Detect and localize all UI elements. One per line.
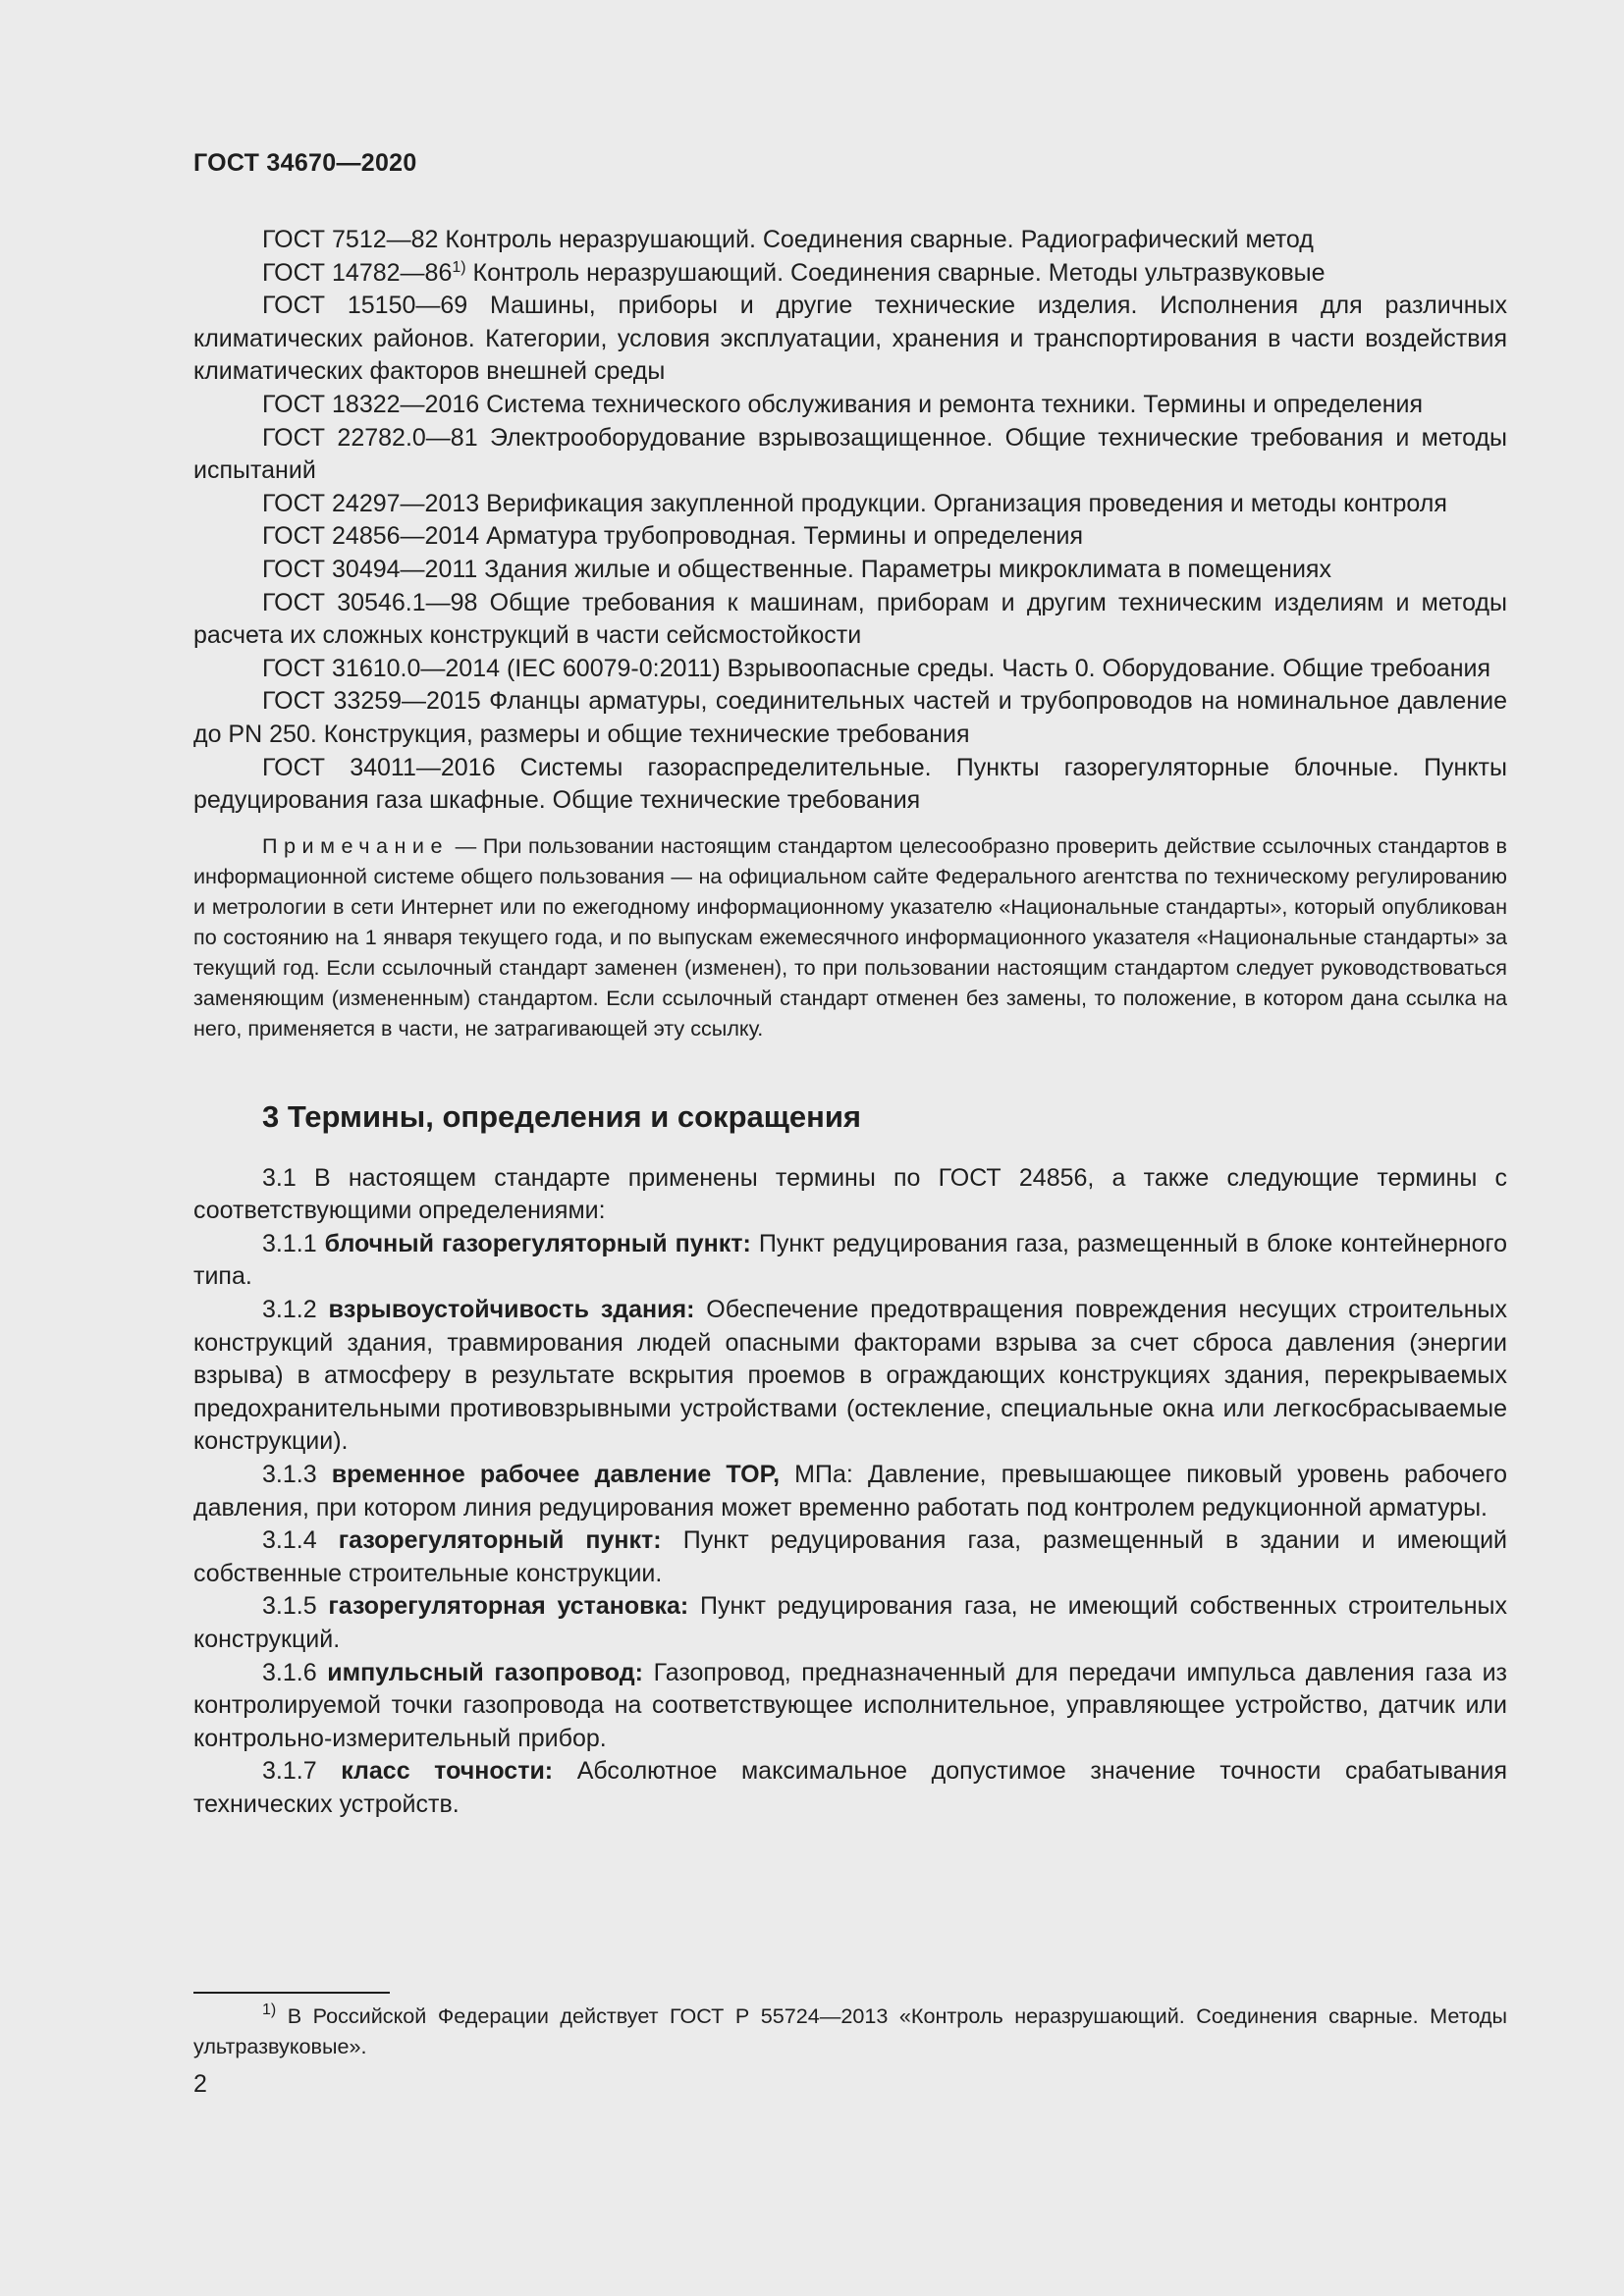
section-heading [262, 1097, 1507, 1137]
reference-item [193, 422, 1507, 488]
reference-code: ГОСТ 14782—86 [262, 258, 453, 287]
footnote-marker: 1) [452, 258, 466, 276]
footnote-text: В Российской Федерации действует ГОСТ Р 55724—2013 «Контроль неразрушающий. Соединения сварные. Методы ультразвуковые». [193, 2003, 1507, 2058]
term-definition [193, 1657, 1507, 1756]
clause-number: 3.1.2 [262, 1296, 317, 1324]
reference-title: Контроль неразрушающий. Соединения сварные. Методы ультразвуковые [472, 258, 1326, 287]
reference-title: Система технического обслуживания и ремонта техники. Термины и определения [486, 390, 1424, 418]
footnote-divider [193, 1992, 390, 1994]
reference-item [193, 290, 1507, 389]
term-name: импульсный газопровод: [327, 1658, 643, 1686]
document-header: ГОСТ 34670—2020 [193, 149, 417, 177]
reference-code: ГОСТ 33259—2015 [262, 687, 481, 716]
section-number: 3 [262, 1098, 280, 1134]
term-name: газорегуляторный пункт: [338, 1526, 662, 1555]
term-definition [193, 1524, 1507, 1590]
clause-number: 3.1.6 [262, 1658, 317, 1686]
clause-number: 3.1.5 [262, 1592, 317, 1621]
term-definition [193, 1590, 1507, 1656]
term-definition-text: Абсолютное максимальное допустимое значение точности срабатывания технических устройств. [193, 1757, 1507, 1818]
clause-text: В настоящем стандарте применены термины по ГОСТ 24856, а также следующие термины с соответствующими определениями: [193, 1163, 1507, 1225]
term-definition-text: Газопровод, предназначенный для передачи импульса давления газа из контролируемой точки газопровода на соответствующее исполнительное, управляющее устройство, датчик или контрольно-измерительный прибор. [193, 1658, 1507, 1752]
reference-item [193, 224, 1507, 257]
reference-code: ГОСТ 34011—2016 [262, 753, 496, 781]
reference-item [193, 257, 1507, 291]
term-definition-text: Пункт редуцирования газа, размещенный в здании и имеющий собственные строительные конструкции. [193, 1526, 1508, 1587]
clause-number: 3.1 [262, 1163, 297, 1192]
section-title: Термины, определения и сокращения [287, 1098, 862, 1134]
reference-item [193, 587, 1507, 653]
reference-title: Фланцы арматуры, соединительных частей и трубопроводов на номинальное давление до PN 250. Конструкция, размеры и общие технические требования [193, 687, 1508, 748]
terms-list [193, 1228, 1507, 1822]
reference-code: ГОСТ 30494—2011 [262, 555, 478, 583]
reference-item [193, 389, 1507, 422]
reference-title: Верификация закупленной продукции. Организация проведения и методы контроля [486, 489, 1447, 517]
reference-code: ГОСТ 24297—2013 [262, 489, 480, 517]
reference-item [193, 653, 1507, 686]
reference-item [193, 554, 1507, 587]
term-name: блочный газорегуляторный пункт: [324, 1229, 751, 1257]
reference-item [193, 752, 1507, 818]
reference-title: Взрывоопасные среды. Часть 0. Оборудование. Общие требоания [727, 654, 1490, 682]
term-definition-text: Пункт редуцирования газа, размещенный в блоке контейнерного типа. [193, 1229, 1508, 1291]
term-definition-text: Пункт редуцирования газа, не имеющий собственных строительных конструкций. [193, 1592, 1507, 1653]
footnote [193, 2001, 1507, 2061]
normative-references-list [193, 224, 1507, 818]
reference-title: Машины, приборы и другие технические изделия. Исполнения для различных климатических районов. Категории, условия эксплуатации, хранения и транспортирования в части воздействия климатических факторов внешней среды [193, 292, 1507, 386]
note-paragraph [193, 830, 1507, 1043]
term-definition [193, 1755, 1507, 1821]
page-number: 2 [193, 2070, 207, 2098]
term-name: временное рабочее давление TOP, [331, 1461, 781, 1489]
reference-code: ГОСТ 15150—69 [262, 292, 468, 320]
term-name: взрывоустойчивость здания: [328, 1296, 695, 1324]
reference-item [193, 488, 1507, 521]
term-unit: МПа: [794, 1461, 853, 1489]
section-intro [193, 1162, 1507, 1228]
reference-code: ГОСТ 7512—82 [262, 226, 439, 253]
reference-code: ГОСТ 24856—2014 [262, 522, 480, 551]
reference-title: Арматура трубопроводная. Термины и определения [486, 522, 1084, 551]
term-name: класс точности: [341, 1757, 554, 1786]
reference-title: Электрооборудование взрывозащищенное. Общие технические требования и методы испытаний [193, 423, 1508, 485]
reference-title: Здания жилые и общественные. Параметры микроклимата в помещениях [484, 555, 1331, 583]
clause-number: 3.1.7 [262, 1757, 317, 1786]
term-definition-text: Обеспечение предотвращения повреждения несущих строительных конструкций здания, травмирования людей опасными факторами взрыва за счет сброса давления (энергии взрыва) в атмосферу в результате вскрытия проемов в ограждающих конструкциях здания, перекрываемых предохранительными противовзрывными устройствами (остекление, специальные окна или легкосбрасываемые конструкции). [193, 1296, 1507, 1456]
term-definition [193, 1228, 1507, 1294]
reference-title: Общие требования к машинам, приборам и другим техническим изделиям и методы расчета их сложных конструкций в части сейсмостойкости [193, 588, 1507, 650]
reference-code: ГОСТ 22782.0—81 [262, 423, 478, 452]
clause-number: 3.1.3 [262, 1461, 317, 1489]
reference-code: ГОСТ 31610.0—2014 (IEC 60079-0:2011) [262, 654, 721, 682]
page-body [193, 224, 1507, 1822]
reference-title: Системы газораспределительные. Пункты газорегуляторные блочные. Пункты редуцирования газа шкафные. Общие технические требования [193, 753, 1507, 815]
term-definition [193, 1294, 1507, 1459]
term-definition-text: Давление, превышающее пиковый уровень рабочего давления, при котором линия редуцирования может временно работать под контролем редукционной арматуры. [193, 1461, 1508, 1522]
term-definition [193, 1459, 1507, 1524]
clause-number: 3.1.1 [262, 1229, 317, 1257]
reference-code: ГОСТ 18322—2016 [262, 390, 480, 418]
note-label: Примечание [262, 832, 449, 858]
reference-title: Контроль неразрушающий. Соединения сварные. Радиографический метод [445, 226, 1314, 253]
footnote-marker: 1) [262, 2002, 277, 2018]
term-name: газорегуляторная установка: [328, 1592, 689, 1621]
reference-code: ГОСТ 30546.1—98 [262, 588, 478, 616]
reference-item [193, 685, 1507, 751]
reference-item [193, 520, 1507, 554]
note-text: — При пользовании настоящим стандартом целесообразно проверить действие ссылочных стандартов в информационной системе общего пользования — на официальном сайте Федерального агентства по техническому регулированию и метрологии в сети Интернет или по ежегодному информационному указателю «Национальные стандарты», который опубликован по состоянию на 1 января текущего года, и по выпускам ежемесячного информационного указателя «Национальные стандарты» за текущий год. Если ссылочный стандарт заменен (изменен), то при пользовании настоящим стандартом следует руководствоваться заменяющим (измененным) стандартом. Если ссылочный стандарт отменен без замены, то положение, в котором дана ссылка на него, применяется в части, не затрагивающей эту ссылку. [193, 832, 1508, 1041]
clause-number: 3.1.4 [262, 1526, 317, 1555]
